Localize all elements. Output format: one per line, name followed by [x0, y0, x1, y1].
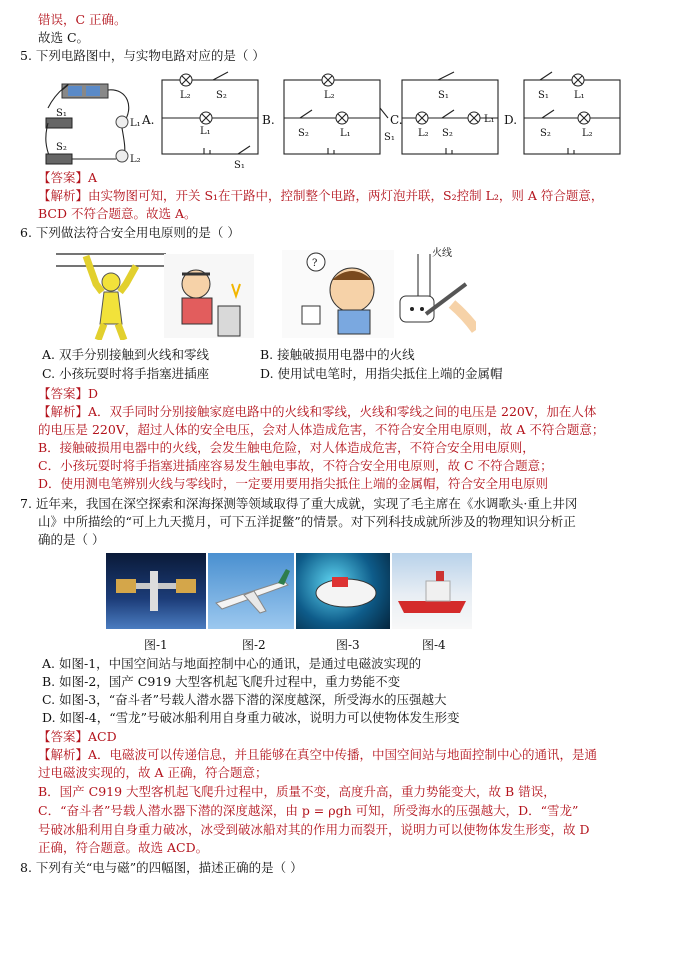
figure-3-caption: 图-3	[336, 638, 360, 652]
q6-analysis-4: C．小孩玩耍时将手指塞进插座容易发生触电事故，不符合安全用电原则，故 C 不符合题意；	[38, 458, 553, 473]
q5-figures	[38, 68, 660, 175]
q7-option-a: A. 如图-1，中国空间站与地面控制中心的通讯，是通过电磁波实现的	[42, 656, 422, 671]
q7-analysis-6: 正确，符合题意。故选 ACD。	[38, 840, 209, 855]
svg-text:L₁: L₁	[484, 114, 495, 125]
svg-text:S₂: S₂	[56, 142, 67, 153]
real-circuit-diagram	[46, 84, 141, 165]
svg-text:S₂: S₂	[540, 128, 551, 139]
q6-stem: 6. 下列做法符合安全用电原则的是（ ）	[20, 225, 240, 240]
q6-answer: 【答案】D	[38, 386, 99, 401]
figure-2-caption: 图-2	[242, 638, 266, 652]
q5-answer: 【答案】A	[38, 170, 98, 185]
circuit-c	[402, 72, 498, 154]
kid-broken-appliance-illustration	[164, 254, 254, 338]
q7-analysis-3: B．国产 C919 大型客机起飞爬升过程中，质量不变，高度升高，重力势能变大，故 B 错误，	[38, 784, 556, 799]
q6-option-b: B. 接触破损用电器中的火线	[260, 347, 415, 362]
svg-text:S₁: S₁	[384, 132, 395, 143]
svg-text:S₁: S₁	[538, 90, 549, 101]
q7-stem-1: 7. 近年来，我国在深空探索和深海探测等领域取得了重大成就，实现了毛主席在《水调歌头·重上井冈	[20, 496, 578, 511]
svg-text:L₁: L₁	[340, 128, 351, 139]
circuit-b	[284, 74, 395, 154]
svg-text:S₂: S₂	[216, 90, 227, 101]
submersible-photo	[296, 553, 390, 629]
q8-stem: 8. 下列有关“电与磁”的四幅图，描述正确的是（ ）	[20, 860, 303, 875]
test-pencil-illustration	[400, 246, 476, 330]
q6-analysis-3: B．接触破损用电器中的火线，会发生触电危险，对人体造成危害，不符合安全用电原则，	[38, 440, 535, 455]
q5-stem: 5. 下列电路图中，与实物电路对应的是（ ）	[20, 48, 265, 63]
svg-text:L₁: L₁	[200, 126, 211, 137]
q5-analysis-2: BCD 不符合题意。故选 A。	[38, 206, 197, 221]
circuit-d	[524, 72, 620, 154]
q6-figures	[56, 244, 476, 343]
svg-text:L₂: L₂	[130, 154, 141, 165]
q6-analysis-2: 的电压是 220V，超过人体的安全电压，会对人体造成危害，不符合安全用电原则，故 A 不符合题意；	[38, 422, 605, 437]
c919-airplane-photo	[208, 553, 294, 629]
q7-option-c: C. 如图-3，“奋斗者”号载人潜水器下潜的深度越深，所受海水的压强越大	[42, 692, 447, 707]
svg-text:L₂: L₂	[582, 128, 593, 139]
q7-analysis-2: 过电磁波实现的，故 A 正确，符合题意；	[38, 765, 268, 780]
svg-text:S₁: S₁	[438, 90, 449, 101]
svg-text:L₁: L₁	[574, 90, 585, 101]
svg-text:S₁: S₁	[234, 160, 245, 171]
figure-4-caption: 图-4	[422, 638, 446, 652]
space-station-photo	[106, 553, 206, 629]
q7-stem-2: 山》中所描绘的“可上九天揽月，可下五洋捉鳖”的情景。对下列科技成就所涉及的物理知识分析正	[38, 514, 576, 529]
svg-text:L₁: L₁	[130, 118, 141, 129]
q7-analysis-1: 【解析】A．电磁波可以传递信息，并且能够在真空中传播，中国空间站与地面控制中心的通讯，是通	[38, 747, 598, 762]
svg-text:L₂: L₂	[180, 90, 191, 101]
figure-1-caption: 图-1	[144, 638, 168, 652]
q5-analysis-1: 【解析】由实物图可知，开关 S₁在干路中，控制整个电路，两灯泡并联，S₂控制 L₂，则 A 符合题意，	[38, 188, 604, 203]
q7-answer: 【答案】ACD	[38, 729, 117, 744]
prev-analysis-line: 错误，C 正确。	[38, 12, 127, 27]
option-c-label: C.	[390, 113, 403, 127]
svg-text:S₂: S₂	[442, 128, 453, 139]
icebreaker-photo	[392, 553, 472, 629]
q6-option-d: D. 使用试电笔时，用指尖抵住上端的金属帽	[260, 366, 503, 381]
prev-conclusion: 故选 C。	[38, 30, 90, 45]
q6-analysis-1: 【解析】A．双手同时分别接触家庭电路中的火线和零线，火线和零线之间的电压是 220V，加在人体	[38, 404, 597, 419]
svg-text:S₁: S₁	[56, 108, 67, 119]
child-socket-illustration	[282, 250, 394, 338]
q7-analysis-4: C．“奋斗者”号载人潜水器下潜的深度越深，由 p = ρgh 可知，所受海水的压强越大，D．“雪龙”	[38, 803, 579, 818]
q7-option-d: D. 如图-4，“雪龙”号破冰船利用自身重力破冰，说明力可以使物体发生形变	[42, 710, 460, 725]
q7-analysis-5: 号破冰船利用自身重力破冰，冰受到破冰船对其的作用力而裂开，说明力可以使物体发生形变，故 D	[38, 822, 590, 837]
option-b-label: B.	[262, 113, 275, 127]
svg-text:L₂: L₂	[324, 90, 335, 101]
option-d-label: D.	[504, 113, 518, 127]
q6-analysis-5: D．使用测电笔辨别火线与零线时，一定要用要用指尖抵住上端的金属帽，符合安全用电原则	[38, 476, 549, 491]
q7-option-b: B. 如图-2，国产 C919 大型客机起飞爬升过程中，重力势能不变	[42, 674, 401, 689]
svg-text:S₂: S₂	[298, 128, 309, 139]
svg-text:L₂: L₂	[418, 128, 429, 139]
option-a-label: A.	[142, 113, 155, 127]
person-touching-wires-illustration	[56, 254, 166, 340]
q6-option-a: A. 双手分别接触到火线和零线	[42, 347, 209, 362]
fire-line-label: 火线	[432, 248, 452, 259]
q7-stem-3: 确的是（ ）	[38, 532, 105, 547]
q6-option-c: C. 小孩玩耍时将手指塞进插座	[42, 366, 210, 381]
circuit-a	[162, 72, 258, 171]
svg-text:?: ?	[312, 258, 318, 269]
